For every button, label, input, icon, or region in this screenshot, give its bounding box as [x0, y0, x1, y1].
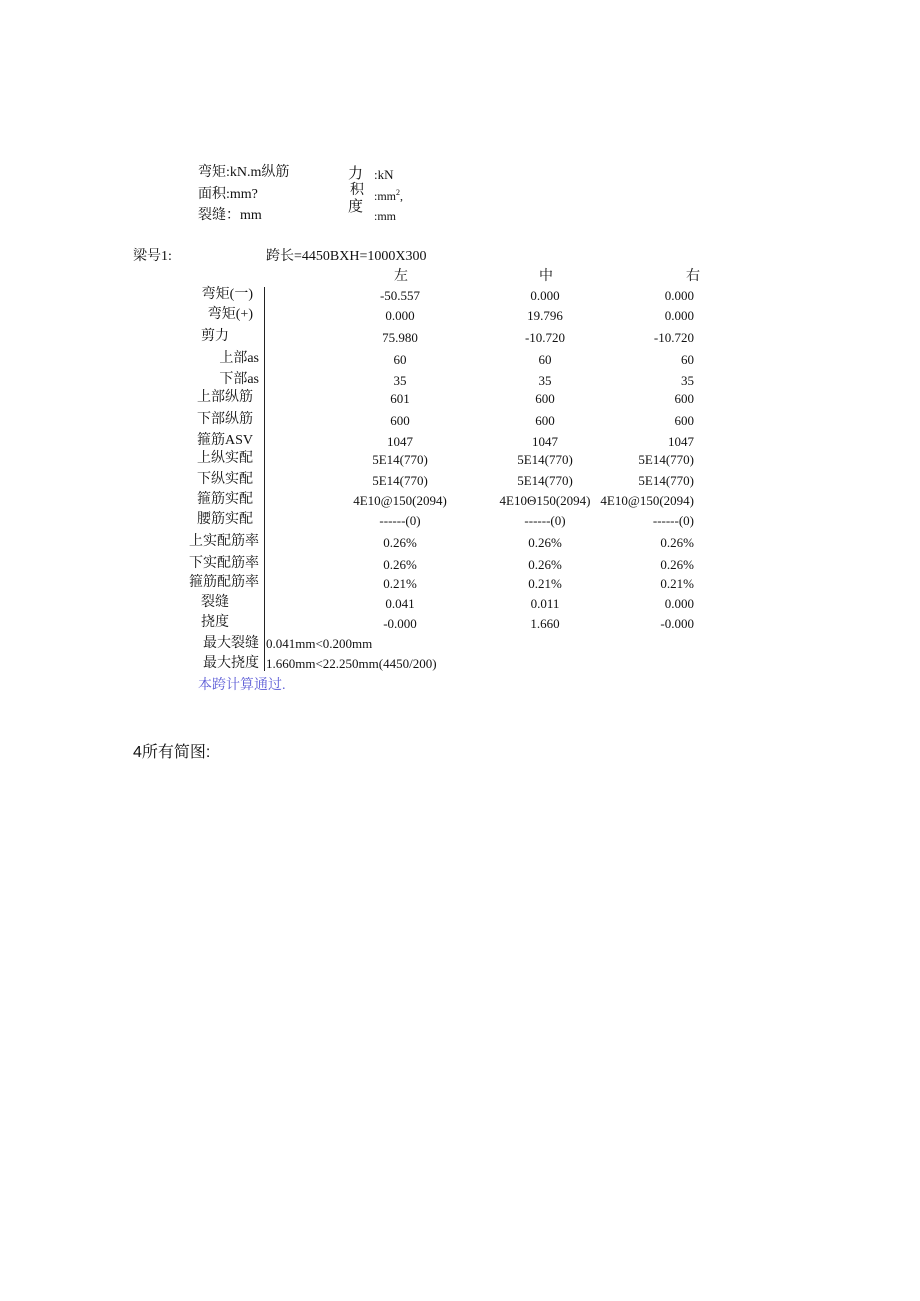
row-value-mid: 0.26% [528, 557, 562, 572]
row-value-left: 0.041 [385, 596, 415, 611]
row-value-mid: 1.660 [530, 616, 560, 631]
unit-area-value [374, 189, 403, 202]
row-value-mid: 600 [535, 413, 555, 428]
pass-message: 本跨计算通过. [198, 678, 286, 693]
row-value-right: 4E10@150(2094) [600, 493, 694, 508]
row-label: 下部as [219, 372, 259, 387]
row-value-right: -0.000 [660, 616, 694, 631]
row-value-right: 0.26% [660, 535, 694, 550]
unit-area-sup: 2 [396, 188, 401, 197]
row-value-mid: 0.21% [528, 576, 562, 591]
row-value-left: 5E14(770) [372, 473, 428, 488]
row-label: 剪力 [201, 329, 229, 344]
column-mid: 中 [539, 269, 553, 284]
max-crack-label: 最大裂缝 [203, 636, 259, 651]
row-value-left: ------(0) [379, 513, 421, 528]
row-value-mid: 5E14(770) [517, 452, 573, 467]
unit-force-value: :kN [374, 167, 394, 182]
row-value-mid: 19.796 [527, 308, 563, 323]
table-divider [264, 287, 265, 671]
row-value-right: 60 [681, 352, 694, 367]
row-value-right: 0.000 [664, 596, 694, 611]
row-label: 弯矩(+) [207, 307, 253, 322]
row-value-left: -0.000 [383, 616, 417, 631]
row-label: 上部纵筋 [197, 390, 253, 405]
row-value-right: ------(0) [652, 513, 694, 528]
unit-deflect-label: 度 [348, 199, 364, 215]
section-heading: 4所有简图: [133, 744, 211, 761]
row-label: 箍筋配筋率 [189, 575, 259, 590]
unit-force-label: 力 [348, 166, 364, 182]
row-value-left: -50.557 [379, 288, 421, 303]
row-value-right: 600 [674, 391, 694, 406]
max-crack-value: 0.041mm<0.200mm [266, 636, 373, 651]
row-value-left: 0.26% [383, 557, 417, 572]
row-value-right: -10.720 [653, 330, 694, 345]
row-value-mid: 0.26% [528, 535, 562, 550]
unit-moment: 弯矩:kN.m纵筋 [198, 165, 290, 180]
row-value-left: 60 [393, 352, 407, 367]
row-value-right: 35 [681, 373, 694, 388]
row-value-right: 5E14(770) [638, 452, 694, 467]
row-value-mid: 0.011 [530, 596, 560, 611]
row-value-left: 35 [393, 373, 407, 388]
row-value-mid: 35 [538, 373, 552, 388]
row-value-mid: 5E14(770) [517, 473, 573, 488]
row-value-left: 601 [390, 391, 410, 406]
row-value-mid: 600 [535, 391, 555, 406]
row-label: 上纵实配 [197, 451, 253, 466]
row-label: 箍筋实配 [197, 492, 253, 507]
row-label: 腰筋实配 [197, 512, 253, 527]
row-label: 下实配筋率 [189, 556, 259, 571]
row-label: 上实配筋率 [189, 534, 259, 549]
row-label: 下部纵筋 [197, 412, 253, 427]
row-value-left: 1047 [387, 434, 413, 449]
unit-area: 面积:mm? [198, 187, 258, 202]
max-deflect-label: 最大挠度 [203, 656, 259, 671]
row-value-left: 600 [390, 413, 410, 428]
row-value-mid: 1047 [532, 434, 558, 449]
row-value-left: 5E14(770) [372, 452, 428, 467]
row-label: 箍筋ASV [196, 433, 253, 448]
row-value-right: 0.000 [664, 308, 694, 323]
row-value-left: 0.21% [383, 576, 417, 591]
row-value-mid: 60 [538, 352, 552, 367]
row-value-mid: -10.720 [524, 330, 566, 345]
row-label: 裂缝 [201, 595, 229, 610]
row-value-right: 5E14(770) [638, 473, 694, 488]
row-value-left: 0.000 [385, 308, 415, 323]
unit-crack: 裂缝：mm [198, 208, 262, 223]
row-value-left: 0.26% [383, 535, 417, 550]
row-label: 挠度 [201, 615, 229, 630]
row-value-right: 600 [674, 413, 694, 428]
unit-area-label: 积 [350, 183, 364, 198]
row-value-mid: ------(0) [524, 513, 566, 528]
row-label: 弯矩(一) [201, 287, 253, 302]
row-value-mid: 0.000 [530, 288, 560, 303]
row-label: 下纵实配 [197, 472, 253, 487]
column-left: 左 [394, 269, 408, 284]
unit-deflect-value: :mm [374, 209, 397, 223]
column-right: 右 [686, 269, 700, 284]
row-value-right: 0.000 [664, 288, 694, 303]
row-value-right: 0.26% [660, 557, 694, 572]
beam-span: 跨长=4450BXH=1000X300 [266, 249, 427, 264]
row-value-right: 0.21% [660, 576, 694, 591]
row-label: 上部as [219, 351, 259, 366]
row-value-left: 4E10@150(2094) [353, 493, 447, 508]
row-value-left: 75.980 [382, 330, 418, 345]
max-deflect-value: 1.660mm<22.250mm(4450/200) [266, 656, 437, 671]
row-value-mid: 4E10Θ150(2094) [499, 493, 591, 508]
unit-area-text: :mm [374, 189, 397, 203]
beam-id: 梁号1: [133, 249, 172, 264]
row-value-right: 1047 [668, 434, 694, 449]
unit-area-tail: , [400, 189, 404, 203]
